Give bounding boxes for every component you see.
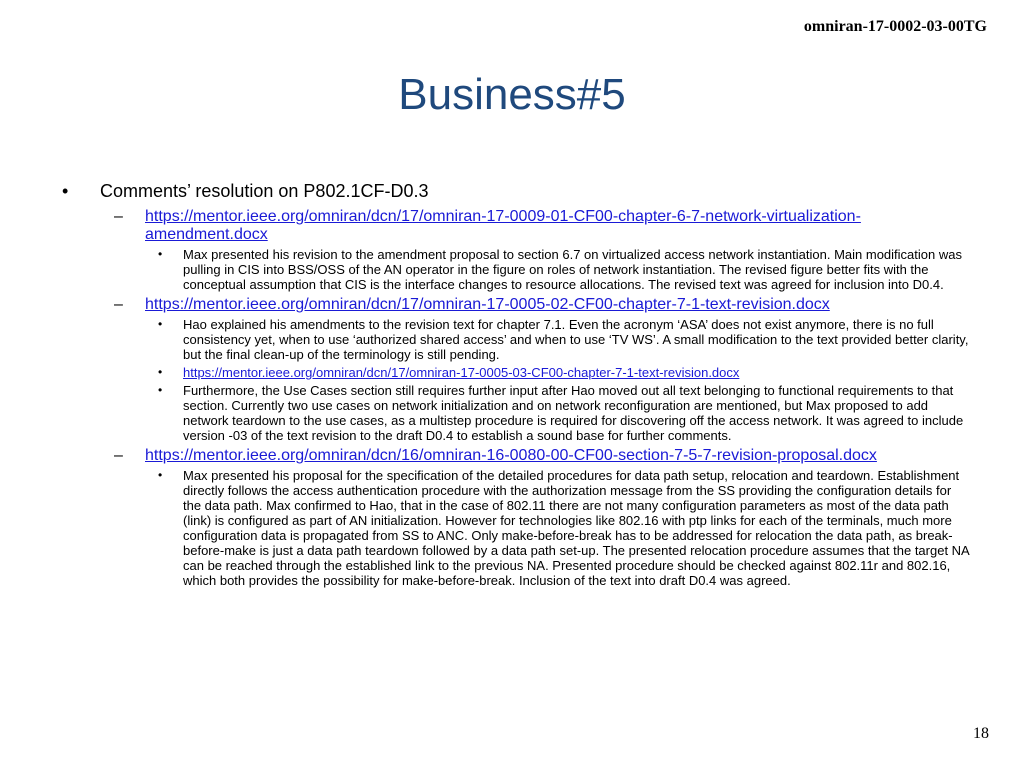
document-id: omniran-17-0002-03-00TG bbox=[803, 18, 987, 35]
slide-title: Business#5 bbox=[398, 70, 626, 119]
bullet-icon: • bbox=[158, 317, 163, 331]
document-link-0005-03[interactable]: https://mentor.ieee.org/omniran/dcn/17/omniran-17-0005-03-CF00-chapter-7-1-text-revision.docx bbox=[183, 365, 740, 380]
note-item bbox=[62, 365, 972, 380]
sub-item-3 bbox=[62, 447, 972, 465]
bullet-comments-resolution bbox=[62, 180, 972, 202]
bullet-icon: • bbox=[158, 383, 163, 397]
bullet-icon: • bbox=[158, 247, 163, 261]
page-number: 18 bbox=[973, 725, 989, 742]
note-text: Furthermore, the Use Cases section still requires further input after Hao moved out all text belonging to functional requirements to that section. Currently two use cases on network initialization and on network reconfiguration are mentioned, but Max proposed to add network teardown to the use cases, as a multistep procedure is required for discovering off the access network. It was agreed to include version -03 of the text revision to the draft D0.4 to establish a sound base for further comments. bbox=[183, 383, 964, 443]
sub-item-1 bbox=[62, 208, 972, 244]
dash-icon: – bbox=[114, 447, 123, 464]
sub-item-2 bbox=[62, 296, 972, 314]
bullet-text: Comments’ resolution on P802.1CF-D0.3 bbox=[100, 181, 429, 201]
bullet-icon: • bbox=[158, 468, 163, 482]
note-text: Hao explained his amendments to the revision text for chapter 7.1. Even the acronym ‘ASA’ does not exist anymore, there is no full consistency yet, when to use ‘authorized shared access’ and when to use ‘TV WS’. A small modification to the text provided better clarity, but the final clean-up of the terminology is still pending. bbox=[183, 317, 969, 362]
bullet-icon: • bbox=[158, 365, 163, 379]
note-item bbox=[62, 468, 972, 588]
dash-icon: – bbox=[114, 296, 123, 313]
note-item bbox=[62, 383, 972, 443]
note-text: Max presented his proposal for the specification of the detailed procedures for data path setup, relocation and teardown. Establishment directly follows the access authentication procedure with the authorization message from the SS providing the configuration details for the data path. Max confirmed to Hao, that in the case of 802.11 there are not many configuration parameters as most of the data path (link) is configured as part of AN initialization. However for technologies like 802.16 with ptp links for each of the terminals, much more configuration data is propagated from SS to ANC. Only make-before-break has to be addressed for relocation the data path, as break-before-make is just a data path teardown followed by a data path set-up. The presented relocation procedure assumes that the target NA can be reached through the established link to the previous NA. Presented procedure should be checked against 802.11r and 802.16, which both provides the possibility for make-before-break. Inclusion of the text into draft D0.4 was agreed. bbox=[183, 468, 970, 588]
document-link-0080[interactable]: https://mentor.ieee.org/omniran/dcn/16/omniran-16-0080-00-CF00-section-7-5-7-revision-proposal.docx bbox=[145, 447, 877, 464]
bullet-icon: • bbox=[62, 181, 69, 201]
note-item bbox=[62, 317, 972, 362]
note-item bbox=[62, 247, 972, 292]
dash-icon: – bbox=[114, 208, 123, 225]
document-link-0009[interactable]: https://mentor.ieee.org/omniran/dcn/17/omniran-17-0009-01-CF00-chapter-6-7-network-virtualization-amendment.docx bbox=[145, 208, 861, 243]
note-text: Max presented his revision to the amendment proposal to section 6.7 on virtualized access network instantiation. Main modification was pulling in CIS into BSS/OSS of the AN operator in the figure on roles of network instantiation. The revised figure better fits with the conceptual assumption that CIS is the interface changes to resource allocations. The revised text was agreed for inclusion into D0.4. bbox=[183, 247, 962, 292]
document-link-0005-02[interactable]: https://mentor.ieee.org/omniran/dcn/17/omniran-17-0005-02-CF00-chapter-7-1-text-revision.docx bbox=[145, 296, 830, 313]
slide-content bbox=[62, 180, 972, 588]
